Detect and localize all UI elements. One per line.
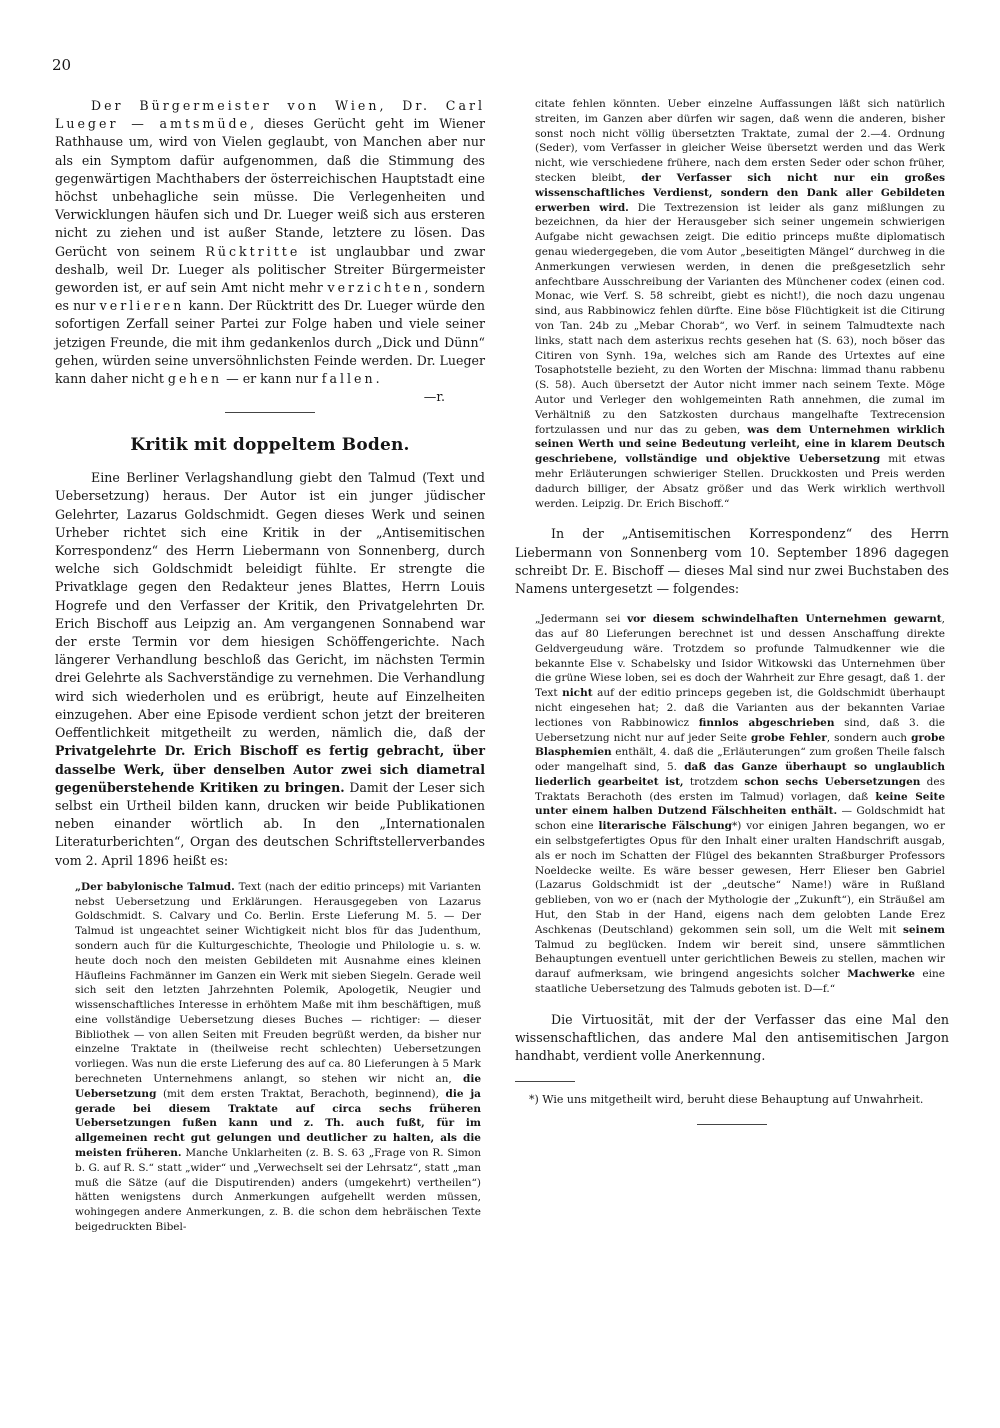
text-run: citate fehlen könnten. Ueber einzelne Auffassungen läßt sich natürlich streiten, im Ganzen aber dürfen wir sagen, daß wenn die anderen, bisher sonst noch nicht völlig übersetzten Traktate, zumal der 2.—4. Ordnung (Seder), vom Verfasser in gleicher Weise übersetzt werden und das Werk nicht, wie verschiedene frühere, nach dem ersten Seder oder schon früher, stecken bleibt, xyxy=(535,98,945,184)
bold-emphasis: nicht xyxy=(562,687,593,700)
text-run: Manche Unklarheiten (z. B. S. 63 „Frage von R. Simon b. G. auf R. S.“ statt „wider“ und „Verwechselt sei der Lehrsatz“, statt „man muß die Sätze (auf die Disputirenden) anders (umgekehrt) vertheilen“) hätten wenigstens durch Anmerkungen aufgehellt werden müssen, wohingegen andere Anmerkungen, z. B. die schon dem hebräischen Texte beigedruckten Bibel- xyxy=(75,1147,481,1234)
bold-emphasis: seinem xyxy=(902,923,945,936)
text-run: auf der editio princeps gegeben ist, die Goldschmidt überhaupt nicht eingesehen hat; 2. daß die Varianten aus der bekannten Variae lectiones von Rabbinowicz xyxy=(535,687,945,729)
text-run: Eine Berliner Verlagshandlung giebt den Talmud (Text und Uebersetzung) heraus. Der Autor ist ein junger jüdischer Gelehrter, Lazarus Goldschmidt. Gegen dieses Werk und seinen Urheber richtet sich eine Kritik in der „Antisemitischen Korrespondenz“ des Herrn Liebermann von Sonnenberg, durch welche sich Goldschmidt beleidigt fühlte. Er strengte die Privatklage gegen den Redakteur jenes Blattes, Herrn Louis Hogrefe und den Verfasser der Kritik, den Privatgelehrten Dr. Erich Bischoff aus Leipzig an. Am vergangenen Sonnabend war der erste Termin vor dem hiesigen Schöffengerichte. Nach längerer Verhandlung beschloß das Gericht, im nächsten Termin drei Gelehrte als Sachverständige zu vernehmen. Die Verhandlung wird sich wiederholen und es erübrigt, heute auf Einzelheiten einzugehen. Aber eine Episode verdient schon jetzt der breiteren Oeffentlichkeit mitgetheilt zu werden, nämlich die, daß der xyxy=(55,470,485,741)
text-run: kann. Der Rücktritt des Dr. Lueger würde den sofortigen Zerfall seiner Partei zur Folge haben und viele seiner jetzigen Freunde, die mit ihm gedankenlos durch „Dick und Dünn“ gehen, würden seine unversöhnlichsten Feinde werden. Dr. Lueger kann daher nicht xyxy=(55,298,485,387)
article-heading: Kritik mit doppeltem Boden. xyxy=(130,435,410,456)
footnote: *) Wie uns mitgetheilt wird, beruht diese Behauptung auf Unwahrheit. xyxy=(529,1093,924,1107)
bold-emphasis: keine Seite unter einem halben Dutzend Fälschheiten enthält. xyxy=(535,790,945,818)
footnote-rule xyxy=(515,1081,575,1082)
closing-paragraph: Die Virtuosität, mit der der Verfasser das eine Mal den wissenschaftlichen, das andere Mal den antisemitischen Jargon handhabt, verdient volle Anerkennung. xyxy=(515,1011,949,1064)
text-run: Die Textrezension ist leider als ganz mißlungen zu bezeichnen, da hier der Herausgeber sich seiner ungemein schwierigen Aufgabe nicht gewachsen zeigt. Die editio princeps mußte diplomatisch genau wiedergegeben, die vom Autor „beseitigten Mängel“ durchweg in die Anmerkungen verwiesen werden, in denen die preßgesetzlich sehr anfechtbare Ausschreibung der Varianten des Münchener codex (einen cod. Monac, wie Verf. S. 58 schreibt, giebt es nicht!), die noch dazu ungenau sind, aus Rabbinowicz fehlen dürfte. Eine böse Flüchtigkeit ist die Citirung von Tan. 24b zu „Mebar Chorab“, wo Verf. in seinem Talmudtexte nach links, statt nach dem asterixus rechts gesehen hat (S. 63), noch böser das Citiren von Synh. 19a, welches sich am Rande des Urtextes auf eine Tosaphotstelle bezieht, zu den Worten der Mischna: limmad thanu rabbenu (S. 58). Auch übersetzt der Autor nicht immer nach seinem Texte. Möge Autor und Verleger den wohlgemeinten Rath annehmen, die zumal im Verhältniß zu den Satzkosten durchaus mangelhafte Textrecension fortzulassen und nur das zu geben, xyxy=(535,201,945,436)
text-run: — er kann nur xyxy=(222,371,322,387)
end-divider xyxy=(697,1124,767,1125)
quote-literaturberichte xyxy=(55,880,485,1235)
spaced-emphasis: gehen xyxy=(167,371,223,387)
text-run: (mit dem ersten Traktat, Berachoth, beginnend), xyxy=(156,1087,446,1100)
bold-emphasis: grobe Blasphemien xyxy=(535,731,946,759)
text-run: , sondern auch xyxy=(826,731,912,744)
bold-emphasis: Machwerke xyxy=(847,968,915,981)
bold-emphasis: finnlos abgeschrieben xyxy=(698,716,835,729)
left-column xyxy=(55,97,485,1235)
bold-emphasis: der Verfasser sich nicht nur ein großes wissenschaftliches Verdienst, sondern den Dank aller Gebildeten erwerben wird. xyxy=(535,171,945,214)
bold-emphasis: schon sechs Uebersetzungen xyxy=(744,775,921,788)
text-run: *) vor einigen Jahren begangen, wo er ein selbstgefertigtes Opus für den Inhalt einer uralten Handschrift ausgab, als er noch im Schatten der Flügel des bekannten Straßburger Professors Noeldecke weilte. Es wäre besser gewesen, Herr Elieser ben Gabriel (Lazarus Goldschmidt ist der „deutsche“ Name!) wäre in Rußland geblieben, von wo er (nach der Mythologie der „Zukunft“), ein Sträußel am Hut, den Stab in der Hand, eigens nach dem gelobten Lande Erez Aschkenas (Deutschland) gekommen sein soll, um die Welt mit xyxy=(535,820,945,936)
text-run: ist unglaubbar und zwar deshalb, weil Dr. Lueger als politischer Streiter Bürgermeister geworden ist, er auf sein Amt nicht mehr xyxy=(55,243,485,296)
bold-emphasis: „Der babylonische Talmud. xyxy=(75,880,235,893)
text-run: mit etwas mehr Erläuterungen schwieriger Stellen. Druckkosten und Preis werden dadurch billiger, der Absatz größer und das Werk wirklich werthvoll werden. Leipzig. Dr. Erich Bischoff.“ xyxy=(535,453,946,510)
text-run: eine staatliche Uebersetzung des Talmuds geboten ist. D—f.“ xyxy=(535,968,945,996)
text-run: Damit der Leser sich selbst ein Urtheil bilden kann, drucken wir beide Publikationen neben einander wörtlich ab. In den „Internationalen Literaturberichten“, Organ des deutschen Schriftstellerverbandes vom 2. April 1896 heißt es: xyxy=(55,779,486,868)
text-run: enthält, 4. daß die „Erläuterungen“ zum großen Theile falsch oder mangelhaft sind, 5. xyxy=(535,746,945,774)
article-signature: —r. xyxy=(423,389,445,405)
spaced-emphasis: Der Bürgermeister von Wien, Dr. Carl Lueger — amtsmüde xyxy=(55,98,485,132)
spaced-emphasis: Rücktritte xyxy=(205,243,301,259)
spaced-emphasis: verzichten xyxy=(327,280,425,296)
text-run: „Jedermann sei xyxy=(535,613,628,626)
lueger-paragraph xyxy=(55,97,485,388)
text-run: . xyxy=(375,371,380,387)
text-run: — Goldschmidt hat schon eine xyxy=(535,805,945,833)
text-run: trotzdem xyxy=(683,775,745,788)
spaced-emphasis: fallen xyxy=(321,371,376,387)
bold-emphasis: die ja gerade bei diesem Traktate auf circa sechs früheren Uebersetzungen fußen kann und z. Th. auch fußt, für im allgemeinen recht gut gelungen und deutlicher zu halten, als die meisten früheren. xyxy=(75,1087,481,1160)
bold-emphasis: daß das Ganze überhaupt so unglaublich liederlich gearbeitet ist, xyxy=(535,761,945,788)
quote-literaturberichte-continued xyxy=(515,97,949,511)
text-run: , dieses Gerücht geht im Wiener Rathhause um, wird von Vielen geglaubt, von Manchen aber nur als ein Symptom dafür aufgenommen, daß die Stimmung des gegenwärtigen Machthabers der österreichischen Hauptstadt eine höchst unbehagliche sein müsse. Die Verlegenheiten und Verwicklungen häufen sich und Dr. Lueger weiß sich aus ersteren nicht zu ziehen und ist außer Stande, letztere zu lösen. Das Gerücht von seinem xyxy=(55,116,485,259)
text-run: Talmud zu beglücken. Indem wir bereit sind, unsere sämmtlichen Behauptungen eventuell unter gerichtlichen Beweis zu stellen, machen wir darauf aufmerksam, wie bringend angesichts solcher xyxy=(535,938,945,981)
text-run: , sondern es nur xyxy=(55,280,486,314)
bold-emphasis: vor diesem schwindelhaften Unternehmen gewarnt xyxy=(627,613,942,626)
page-number: 20 xyxy=(52,56,72,74)
bold-emphasis: die Uebersetzung xyxy=(75,1073,481,1100)
bridge-paragraph: In der „Antisemitischen Korrespondenz“ des Herrn Liebermann von Sonnenberg vom 10. September 1896 dagegen schreibt Dr. E. Bischoff — dieses Mal sind nur zwei Buchstaben des Namens untergesetzt — folgendes: xyxy=(515,526,949,596)
text-run: sind, daß 3. die Uebersetzung nicht nur auf jeder Seite xyxy=(535,716,945,744)
bold-emphasis: literarische Fälschung xyxy=(598,820,732,833)
quote-antisemitische-korrespondenz xyxy=(515,612,949,997)
bold-emphasis: Privatgelehrte Dr. Erich Bischoff es fertig gebracht, über dasselbe Werk, über denselben Autor zwei sich diametral gegenüberstehende Kritiken zu bringen. xyxy=(55,743,485,795)
bold-emphasis: was dem Unternehmen wirklich seinen Werth und seine Bedeutung verleiht, eine in klarem Deutsch geschriebene, vollständige und objektive Uebersetzung xyxy=(535,423,945,466)
text-run: Text (nach der editio princeps) mit Varianten nebst Uebersetzung und Erklärungen. Herausgegeben von Lazarus Goldschmidt. S. Calvary und Co. Berlin. Erste Lieferung M. 5. — Der Talmud ist ungeachtet seiner Wichtigkeit nicht blos für das Judenthum, sondern auch für die Kulturgeschichte, Theologie und Philologie u. s. w. heute doch noch den meisten Gebildeten mit Ausnahme eines kleinen Häufleins Fachmänner im Ganzen ein Werk mit sieben Siegeln. Gerade weil sich seit den letzten Jahrzehnten Polemik, Apologetik, Neugier und wissenschaftliches Interesse in erhöhtem Maße mit ihm beschäftigen, muß eine vollständige Uebersetzung dieses Buches — richtiger: — dieser Bibliothek — von allen Seiten mit Freuden begrüßt werden, da bisher nur einzelne Traktate in (theilweise recht schlechten) Uebersetzungen vorliegen. Was nun die erste Lieferung des auf ca. 80 Lieferungen à 5 Mark berechneten Unternehmens anlangt, so stehen wir nicht an, xyxy=(75,880,481,1086)
right-column xyxy=(515,97,949,1125)
spaced-emphasis: verlieren xyxy=(99,298,185,314)
text-run: , das auf 80 Lieferungen berechnet ist und dessen Anschaffung direkte Geldvergeudung wäre. Trotzdem so profunde Talmudkenner wie die bekannte Else v. Schabelsky und Isidor Witkowski das Unternehmen über die grüne Wiese loben, sei es doch der Wahrheit zur Ehre gesagt, daß 1. der Text xyxy=(535,613,945,700)
intro-paragraph xyxy=(55,469,485,869)
bold-emphasis: grobe Fehler xyxy=(751,731,827,744)
text-run: des Traktats Berachoth (des ersten im Talmud) vorlagen, daß xyxy=(535,775,945,803)
